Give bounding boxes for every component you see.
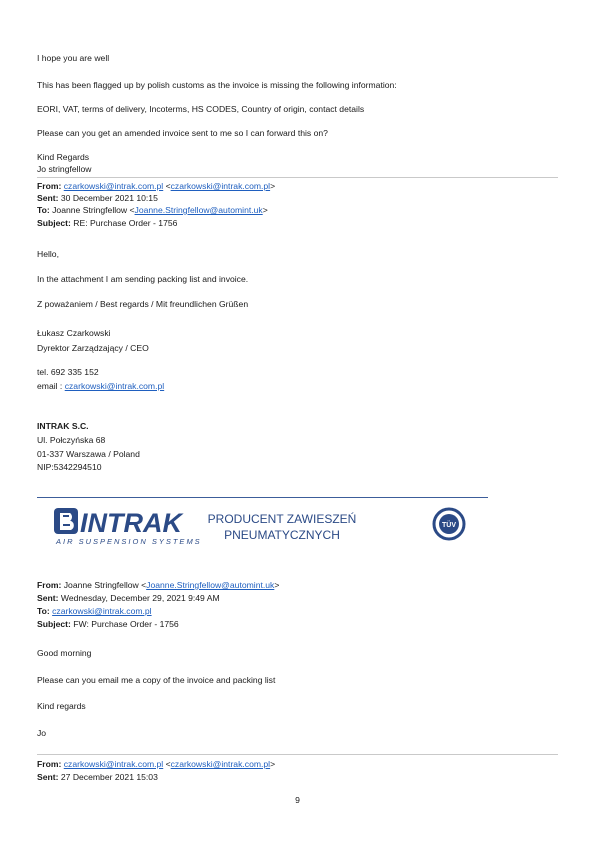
- closing: Kind regards: [37, 701, 86, 711]
- email-header-sent: [37, 772, 158, 783]
- sender-tel: tel. 692 335 152: [37, 367, 99, 377]
- subject-label: Subject:: [37, 619, 71, 629]
- to-label: To:: [37, 606, 50, 616]
- email-header-from: From: czarkowski@intrak.com.pl <czarkowski@intrak.com.pl>: [37, 181, 276, 191]
- sender-email-link[interactable]: czarkowski@intrak.com.pl: [64, 381, 165, 391]
- sent-date: 30 December 2021 10:15: [60, 193, 158, 203]
- company-street: Ul. Połczyńska 68: [37, 435, 106, 445]
- company-city: 01-337 Warszawa / Poland: [37, 449, 140, 459]
- to-name: Joanne Stringfellow: [52, 205, 128, 215]
- from-label: From:: [37, 181, 62, 191]
- greeting: Good morning: [37, 648, 92, 658]
- logo-subtitle: AIR SUSPENSION SYSTEMS: [56, 537, 202, 546]
- email-header-from: From: czarkowski@intrak.com.pl <czarkowski@intrak.com.pl>: [37, 759, 276, 769]
- email-header-to: [37, 606, 152, 617]
- intro-line: Please can you get an amended invoice sent to me so I can forward this on?: [37, 128, 328, 138]
- tagline-line2: PNEUMATYCZNYCH: [224, 528, 340, 542]
- signature: Jo: [37, 728, 47, 738]
- tagline-line1: PRODUCENT ZAWIESZEŃ: [207, 512, 357, 526]
- company-name: INTRAK S.C.: [37, 421, 89, 431]
- subject-label: Subject:: [37, 218, 71, 228]
- body-text: In the attachment I am sending packing list and invoice.: [37, 274, 249, 284]
- greeting: Hello,: [37, 249, 59, 259]
- sent-label: Sent:: [37, 772, 59, 782]
- to-email-link[interactable]: Joanne.Stringfellow@automint.uk: [134, 205, 263, 215]
- to-email-link[interactable]: czarkowski@intrak.com.pl: [52, 606, 152, 616]
- subject-text: FW: Purchase Order - 1756: [73, 619, 179, 629]
- intrak-logo-mark: [54, 508, 78, 534]
- regards: Z poważaniem / Best regards / Mit freundlichen Grüßen: [37, 299, 249, 309]
- sender-email: [37, 381, 164, 392]
- banner-divider: [37, 497, 488, 498]
- email-header-subject: [37, 619, 179, 630]
- logo-text: INTRAK: [80, 508, 182, 538]
- body-text: Please can you email me a copy of the invoice and packing list: [37, 675, 276, 685]
- sent-label: Sent:: [37, 593, 59, 603]
- email-header-sent: [37, 193, 158, 204]
- email-header-to: To: Joanne Stringfellow <Joanne.Stringfellow@automint.uk>: [37, 205, 268, 215]
- from-email-link[interactable]: czarkowski@intrak.com.pl: [170, 759, 271, 769]
- email-header-subject: [37, 218, 177, 229]
- email-label: email :: [37, 381, 63, 391]
- email-header-sent: [37, 593, 220, 604]
- to-label: To:: [37, 205, 50, 215]
- from-name: Joanne Stringfellow: [63, 580, 139, 590]
- intro-line: This has been flagged up by polish customs as the invoice is missing the following information:: [37, 80, 397, 90]
- signature: Jo stringfellow: [37, 164, 92, 174]
- company-banner: [52, 504, 472, 548]
- header-divider: [37, 177, 558, 178]
- intro-line: EORI, VAT, terms of delivery, Incoterms, HS CODES, Country of origin, contact details: [37, 104, 365, 114]
- company-nip: NIP:5342294510: [37, 462, 102, 472]
- closing: Kind Regards: [37, 152, 90, 162]
- from-label: From:: [37, 580, 62, 590]
- from-email-link[interactable]: czarkowski@intrak.com.pl: [63, 181, 164, 191]
- email-header-from: From: Joanne Stringfellow <Joanne.Stringfellow@automint.uk>: [37, 580, 280, 590]
- sent-label: Sent:: [37, 193, 59, 203]
- intro-line: I hope you are well: [37, 53, 110, 63]
- from-email-link[interactable]: czarkowski@intrak.com.pl: [63, 759, 164, 769]
- tuv-badge-icon: [434, 509, 464, 539]
- sent-date: Wednesday, December 29, 2021 9:49 AM: [60, 593, 220, 603]
- sent-date: 27 December 2021 15:03: [60, 772, 158, 782]
- from-email-link[interactable]: czarkowski@intrak.com.pl: [170, 181, 271, 191]
- header-divider: [37, 754, 558, 755]
- sender-title: Dyrektor Zarządzający / CEO: [37, 343, 149, 353]
- page-number: 9: [295, 795, 300, 805]
- subject-text: RE: Purchase Order - 1756: [73, 218, 178, 228]
- badge-text: TÜV: [442, 522, 456, 529]
- from-label: From:: [37, 759, 62, 769]
- sender-name: Łukasz Czarkowski: [37, 328, 111, 338]
- from-email-link[interactable]: Joanne.Stringfellow@automint.uk: [146, 580, 275, 590]
- intrak-logo-banner: [52, 504, 472, 548]
